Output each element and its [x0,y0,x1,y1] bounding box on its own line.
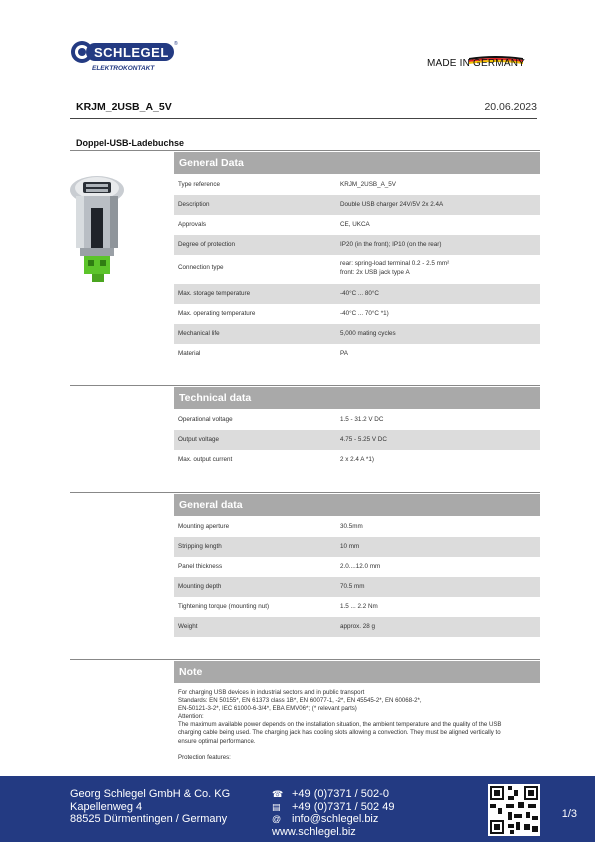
spec-row [174,255,540,281]
spec-value-line: rear: spring-load terminal 0.2 - 2.5 mm² [340,260,450,267]
email-at-icon: @ [272,814,282,824]
spec-row [174,175,540,195]
spec-row [174,195,540,215]
section-divider [70,150,540,151]
section-general-data-mounting [70,492,540,642]
contact-info [272,788,394,838]
spec-label: Stripping length [178,543,222,550]
spec-row [174,304,540,324]
spec-label: Mechanical life [178,330,220,337]
note-line: ensure optimal performance. [178,737,256,745]
fax-icon: ▤ [272,801,281,812]
section-header: General Data [174,152,540,174]
note-line: The maximum available power depends on the installation situation, the ambient temperature and the quality of the USB [178,721,502,729]
spec-value: IP20 (in the front); IP10 (on the rear) [340,241,442,248]
phone-number[interactable]: +49 (0)7371 / 502-0 [292,788,389,800]
spec-row [174,284,540,304]
qr-code[interactable] [488,784,540,836]
section-general-data [70,150,540,370]
street: Kapellenweg 4 [70,800,143,813]
web-line [272,826,394,839]
spec-value: 5,000 mating cycles [340,330,396,337]
spec-label: Type reference [178,181,221,188]
section-divider [70,385,540,386]
spec-value: Double USB charger 24V/5V 2x 2.4A [340,201,444,208]
spec-label: Mounting depth [178,583,222,590]
document-date: 20.06.2023 [484,101,537,113]
note-line: Standards: EN 50155*, EN 61373 class 1B*, EN 60077-1, -2*, EN 45545-2*, EN 60068-2*, [178,697,422,705]
spec-label: Max. operating temperature [178,310,256,317]
spec-label: Degree of protection [178,241,236,248]
spec-label: Tightening torque (mounting nut) [178,603,270,610]
spec-value: PA [340,350,348,357]
part-number: KRJM_2USB_A_5V [76,101,172,113]
spec-label: Material [178,350,201,357]
section-divider [70,492,540,493]
spec-value [340,259,449,277]
spec-label: Weight [178,623,198,630]
spec-row [174,617,540,637]
spec-value-line: front: 2x USB jack type A [340,269,410,276]
spec-row [174,344,540,364]
note-line: charging cable being used. The charging jack has cooling slots allowing a convection. They must be aligned vertically to [178,729,501,737]
spec-value: CE, UKCA [340,221,370,228]
spec-row [174,235,540,255]
spec-label: Operational voltage [178,416,233,423]
spec-value: -40°C ... 80°C [340,290,379,297]
note-line: Attention: [178,713,204,721]
spec-value: 2.0....12.0 mm [340,563,381,570]
email-line [272,813,394,826]
email-link[interactable]: info@schlegel.biz [292,813,379,825]
spec-label: Max. storage temperature [178,290,251,297]
spec-label: Output voltage [178,436,219,443]
fax-number[interactable]: +49 (0)7371 / 502 49 [292,800,395,813]
spec-value: 10 mm [340,543,360,550]
section-divider [70,659,540,660]
header-divider [70,118,537,119]
spec-row [174,557,540,577]
product-title: Doppel-USB-Ladebuchse [76,138,185,148]
spec-label: Panel thickness [178,563,223,570]
spec-row [174,537,540,557]
spec-row [174,577,540,597]
spec-label: Connection type [178,264,224,271]
section-note [70,659,540,774]
section-header: General data [174,494,540,516]
spec-value: 1.5 ... 2.2 Nm [340,603,378,610]
section-header: Technical data [174,387,540,409]
svg-text:SCHLEGEL: SCHLEGEL [94,45,169,60]
note-text [178,689,536,762]
spec-value: 30.5mm [340,523,363,530]
spec-value: approx. 28 g [340,623,376,630]
spec-value: KRJM_2USB_A_5V [340,181,396,188]
city: 88525 Dürmentingen / Germany [70,813,228,825]
spec-value: -40°C ... 70°C *1) [340,310,389,317]
spec-value: 4.75 - 5.25 V DC [340,436,387,443]
note-line: Protection features: [178,753,231,761]
fax-line [272,801,394,814]
spec-row [174,517,540,537]
spec-label: Approvals [178,221,207,228]
spec-row [174,324,540,344]
company-name: Georg Schlegel GmbH & Co. KG [70,788,231,800]
spec-value: 2 x 2.4 A *1) [340,456,374,463]
schlegel-logo [70,38,180,72]
section-technical-data [70,385,540,480]
spec-value: 1.5 - 31.2 V DC [340,416,384,423]
spec-label: Max. output current [178,456,233,463]
spec-row [174,215,540,235]
page-number: 1/3 [561,808,577,820]
note-line [178,746,536,754]
note-line: For charging USB devices in industrial sectors and in public transport [178,689,365,696]
spec-row [174,450,540,470]
spec-row [174,597,540,617]
svg-text:ELEKTROKONTAKT: ELEKTROKONTAKT [92,65,155,72]
made-in-label: MADE IN GERMANY [426,58,525,69]
spec-value: 70.5 mm [340,583,365,590]
phone-line [272,788,394,801]
section-header: Note [174,661,540,683]
spec-label: Description [178,201,210,208]
footer [0,776,595,842]
svg-text:®: ® [174,41,178,47]
spec-row [174,430,540,450]
note-line: EN-50121-3-2*, IEC 61000-6-3/4*, EBA EMV06*; (* relevant parts) [178,705,357,713]
spec-label: Mounting aperture [178,523,230,530]
company-address [70,788,230,826]
spec-row [174,410,540,430]
website-link[interactable]: www.schlegel.biz [272,825,356,838]
phone-icon: ☎ [272,789,284,799]
